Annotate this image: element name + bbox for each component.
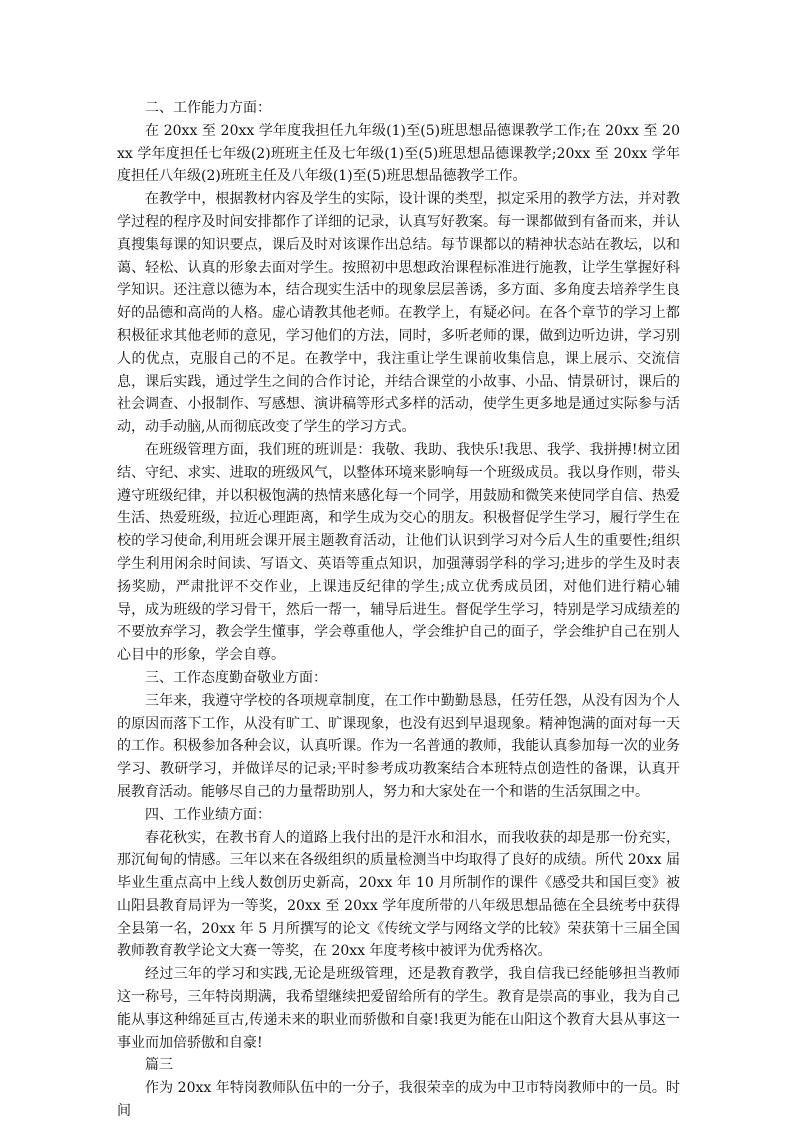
- paragraph-work-attitude: 三年来，我遵守学校的各项规章制度，在工作中勤勤恳恳，任劳任怨，从没有因为个人的原因而落下工作，从没有旷工、旷课现象，也没有迟到早退现象。精神饱满的面对每一天的工作。积极参加各种会议，认真听课。作为一名普通的教师，我能认真参加每一次的业务学习、教研学习，并做详尽的记录;平时参考成功教案结合本班特点创造性的备课，认真开展教育活动。能够尽自己的力量帮助别人，努力和大家处在一个和谐的生活氛围之中。: [117, 692, 680, 800]
- paragraph-conclusion: 经过三年的学习和实践,无论是班级管理，还是教育教学，我自信我已经能够担当教师这一称号，三年特岗期满，我希望继续把爱留给所有的学生。教育是崇高的事业，我为自己能从事这种绵延亘古,传递未来的职业而骄傲和自豪!我更为能在山阳这个教育大县从事这一事业而加倍骄傲和自豪!: [117, 966, 680, 1051]
- paragraph-class-management: 在班级管理方面，我们班的班训是：我敬、我助、我快乐!我思、我学、我拼搏!树立团结、守纪、求实、进取的班级风气，以整体环境来影响每一个班级成员。我以身作则，带头遵守班级纪律，并以积极饱满的热情来感化每一个同学，用鼓励和微笑来使同学自信、热爱生活、热爱班级，拉近心理距离，和学生成为交心的朋友。积极督促学生学习，履行学生在校的学习使命,利用班会课开展主题教育活动，让他们认识到学习对今后人生的重要性;组织学生利用闲余时间读、写语文、英语等重点知识，加强薄弱学科的学习;进步的学生及时表扬奖励，严肃批评不交作业，上课违反纪律的学生;成立优秀成员团，对他们进行精心辅导，成为班级的学习骨干，然后一帮一，辅导后进生。督促学生学习，特别是学习成绩差的不要放弃学习，教会学生懂事，学会尊重他人，学会维护自己的面子，学会维护自己在别人心目中的形象，学会自尊。: [117, 441, 680, 664]
- paragraph-teaching-assignments: 在 20xx 至 20xx 学年度我担任九年级(1)至(5)班思想品德课教学工作;在 20xx 至 20xx 学年度担任七年级(2)班班主任及七年级(1)至(5)班思想品德课教学;20xx 至 20xx 学年度担任八年级(2)班班主任及八年级(1)至(5)班思想品德教学工作。: [117, 122, 680, 185]
- paragraph-part-three-intro: 作为 20xx 年特岗教师队伍中的一分子，我很荣幸的成为中卫市特岗教师中的一员。时间: [117, 1080, 680, 1120]
- heading-work-attitude: 三、工作态度勤奋敬业方面：: [145, 669, 327, 686]
- heading-work-ability: 二、工作能力方面：: [145, 100, 271, 116]
- section-label-part-three: 篇三: [145, 1057, 173, 1074]
- heading-work-achievements: 四、工作业绩方面：: [145, 806, 271, 823]
- paragraph-teaching-methods: 在教学中，根据教材内容及学生的实际，设计课的类型，拟定采用的教学方法，并对教学过程的程序及时间安排都作了详细的记录，认真写好教案。每一课都做到有备而来，并认真搜集每课的知识要点，课后及时对该课作出总结。每节课都以的精神状态站在教坛，以和蔼、轻松、认真的形象去面对学生。按照初中思想政治课程标准进行施教，让学生掌握好科学知识。还注意以德为本，结合现实生活中的现象层层善诱，多方面、多角度去培养学生良好的品德和高尚的人格。虚心请教其他老师。在教学上，有疑必问。在各个章节的学习上都积极征求其他老师的意见，学习他们的方法，同时，多听老师的课，做到边听边讲，学习别人的优点，克服自己的不足。在教学中，我注重让学生课前收集信息，课上展示、交流信息，课后实践，通过学生之间的合作讨论，并结合课堂的小故事、小品、情景研讨，课后的社会调查、小报制作、写感想、演讲稿等形式多样的活动，使学生更多地是通过实际参与活动，动手动脑,从而彻底改变了学生的学习方式。: [117, 191, 680, 436]
- document-page: [117, 97, 680, 1123]
- paragraph-achievements: 春花秋实，在教书育人的道路上我付出的是汗水和泪水，而我收获的却是那一份充实，那沉甸甸的情感。三年以来在各级组织的质量检测当中均取得了良好的成绩。所代 20xx 届毕业生重点高中上线人数创历史新高，20xx 年 10 月所制作的课件《感受共和国巨变》被山阳县教育局评为一等奖，20xx 至 20xx 学年度所带的八年级思想品德在全县统考中获得全县第一名，20xx 年 5 月所撰写的论文《传统文学与网络文学的比较》荣获第十三届全国教师教育教学论文大赛一等奖，在 20xx 年度考核中被评为优秀格次。: [117, 829, 680, 960]
